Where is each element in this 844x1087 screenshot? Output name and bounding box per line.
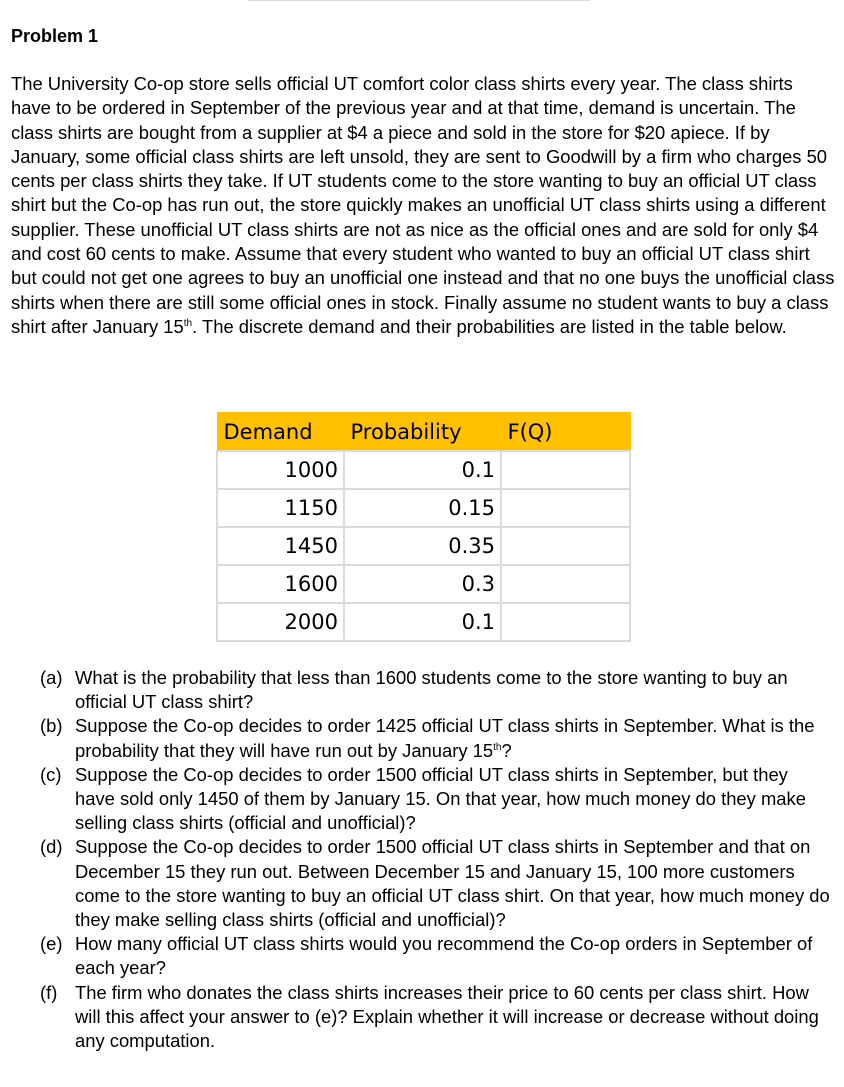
question-label: (d) xyxy=(40,836,63,858)
table-header-row xyxy=(217,413,630,452)
intro-tail-text: . The discrete demand and their probabilities are listed in the table below. xyxy=(192,315,787,337)
question-label: (e) xyxy=(40,933,63,955)
table-row xyxy=(217,527,630,565)
header-demand: Demand xyxy=(217,413,344,452)
table-row xyxy=(217,565,630,603)
intro-superscript: th xyxy=(183,317,193,329)
cell-demand: 1600 xyxy=(217,565,344,603)
question-label: (a) xyxy=(40,667,63,688)
intro-main-text: The University Co-op store sells official UT comfort color class shirts every year. The class shirts have to be ordered in September of the previous year and at that time, demand is uncertain. The class shirts are bought from a supplier at $4 a piece and sold in the store for $20 apiece. If by January, some official class shirts are left unsold, they are sent to Goodwill by a firm who charges 50 cents per class shirts they take. If UT students come to the store wanting to buy an official UT class shirt but the Co-op has run out, the store quickly makes an unofficial UT class shirts using a different supplier. These unofficial UT class shirts are not as nice as the official ones and are sold for only $4 and cost 60 cents to make. Assume that every student who wanted to buy an official UT class shirt but could not get one agrees to buy an unofficial one instead and that no one buys the unofficial class shirts when there are still some official ones in stock. Finally assume no student wants to buy a class shirt after January 15 xyxy=(11,73,835,337)
question-text: How many official UT class shirts would you recommend the Co-op orders in September of each year? xyxy=(75,933,813,979)
question-list xyxy=(40,666,830,1053)
question-c xyxy=(40,763,830,836)
question-e xyxy=(40,932,830,980)
top-divider xyxy=(248,0,590,1)
cell-fq xyxy=(501,489,630,527)
question-text: The firm who donates the class shirts increases their price to 60 cents per class shirt. How will this affect your answer to (e)? Explain whether it will increase or decrease without doing any computation. xyxy=(75,981,819,1052)
question-text: Suppose the Co-op decides to order 1500 official UT class shirts in September, but they have sold only 1450 of them by January 15. On that year, how much money do they make selling class shirts (official and unofficial)? xyxy=(75,763,806,834)
table-row xyxy=(217,451,630,489)
question-label: (c) xyxy=(40,763,62,785)
question-text: Suppose the Co-op decides to order 1500 official UT class shirts in September and that on December 15 they run out. Between December 15 and January 15, 100 more customers come to the store wanting to buy an official UT class shirt. On that year, how much money do they make selling class shirts (official and unofficial)? xyxy=(75,836,830,931)
cell-probability: 0.1 xyxy=(344,603,501,641)
question-label: (f) xyxy=(40,981,58,1003)
cell-probability: 0.15 xyxy=(344,489,501,527)
header-probability: Probability xyxy=(344,413,501,452)
problem-intro xyxy=(11,72,837,339)
cell-probability: 0.35 xyxy=(344,527,501,565)
question-superscript: th xyxy=(493,741,502,753)
question-b xyxy=(40,714,830,762)
question-a xyxy=(40,666,830,714)
cell-demand: 2000 xyxy=(217,603,344,641)
question-label: (b) xyxy=(40,715,63,737)
cell-demand: 1450 xyxy=(217,527,344,565)
table-row xyxy=(217,489,630,527)
demand-table xyxy=(216,412,631,642)
table-row xyxy=(217,603,630,641)
cell-fq xyxy=(501,527,630,565)
question-f xyxy=(40,981,830,1054)
cell-demand: 1000 xyxy=(217,451,344,489)
cell-probability: 0.1 xyxy=(344,451,501,489)
problem-title: Problem 1 xyxy=(11,26,99,46)
cell-fq xyxy=(501,603,630,641)
cell-fq xyxy=(501,565,630,603)
question-text: Suppose the Co-op decides to order 1425 official UT class shirts in September. What is the probability that they will have run out by January 15 xyxy=(75,715,815,761)
question-d xyxy=(40,835,830,932)
cell-fq xyxy=(501,451,630,489)
demand-table-container xyxy=(216,412,631,642)
cell-demand: 1150 xyxy=(217,489,344,527)
header-fq: F(Q) xyxy=(501,413,630,452)
question-text: What is the probability that less than 1600 students come to the store wanting to buy an official UT class shirt? xyxy=(75,667,788,713)
cell-probability: 0.3 xyxy=(344,565,501,603)
question-tail: ? xyxy=(501,739,512,761)
